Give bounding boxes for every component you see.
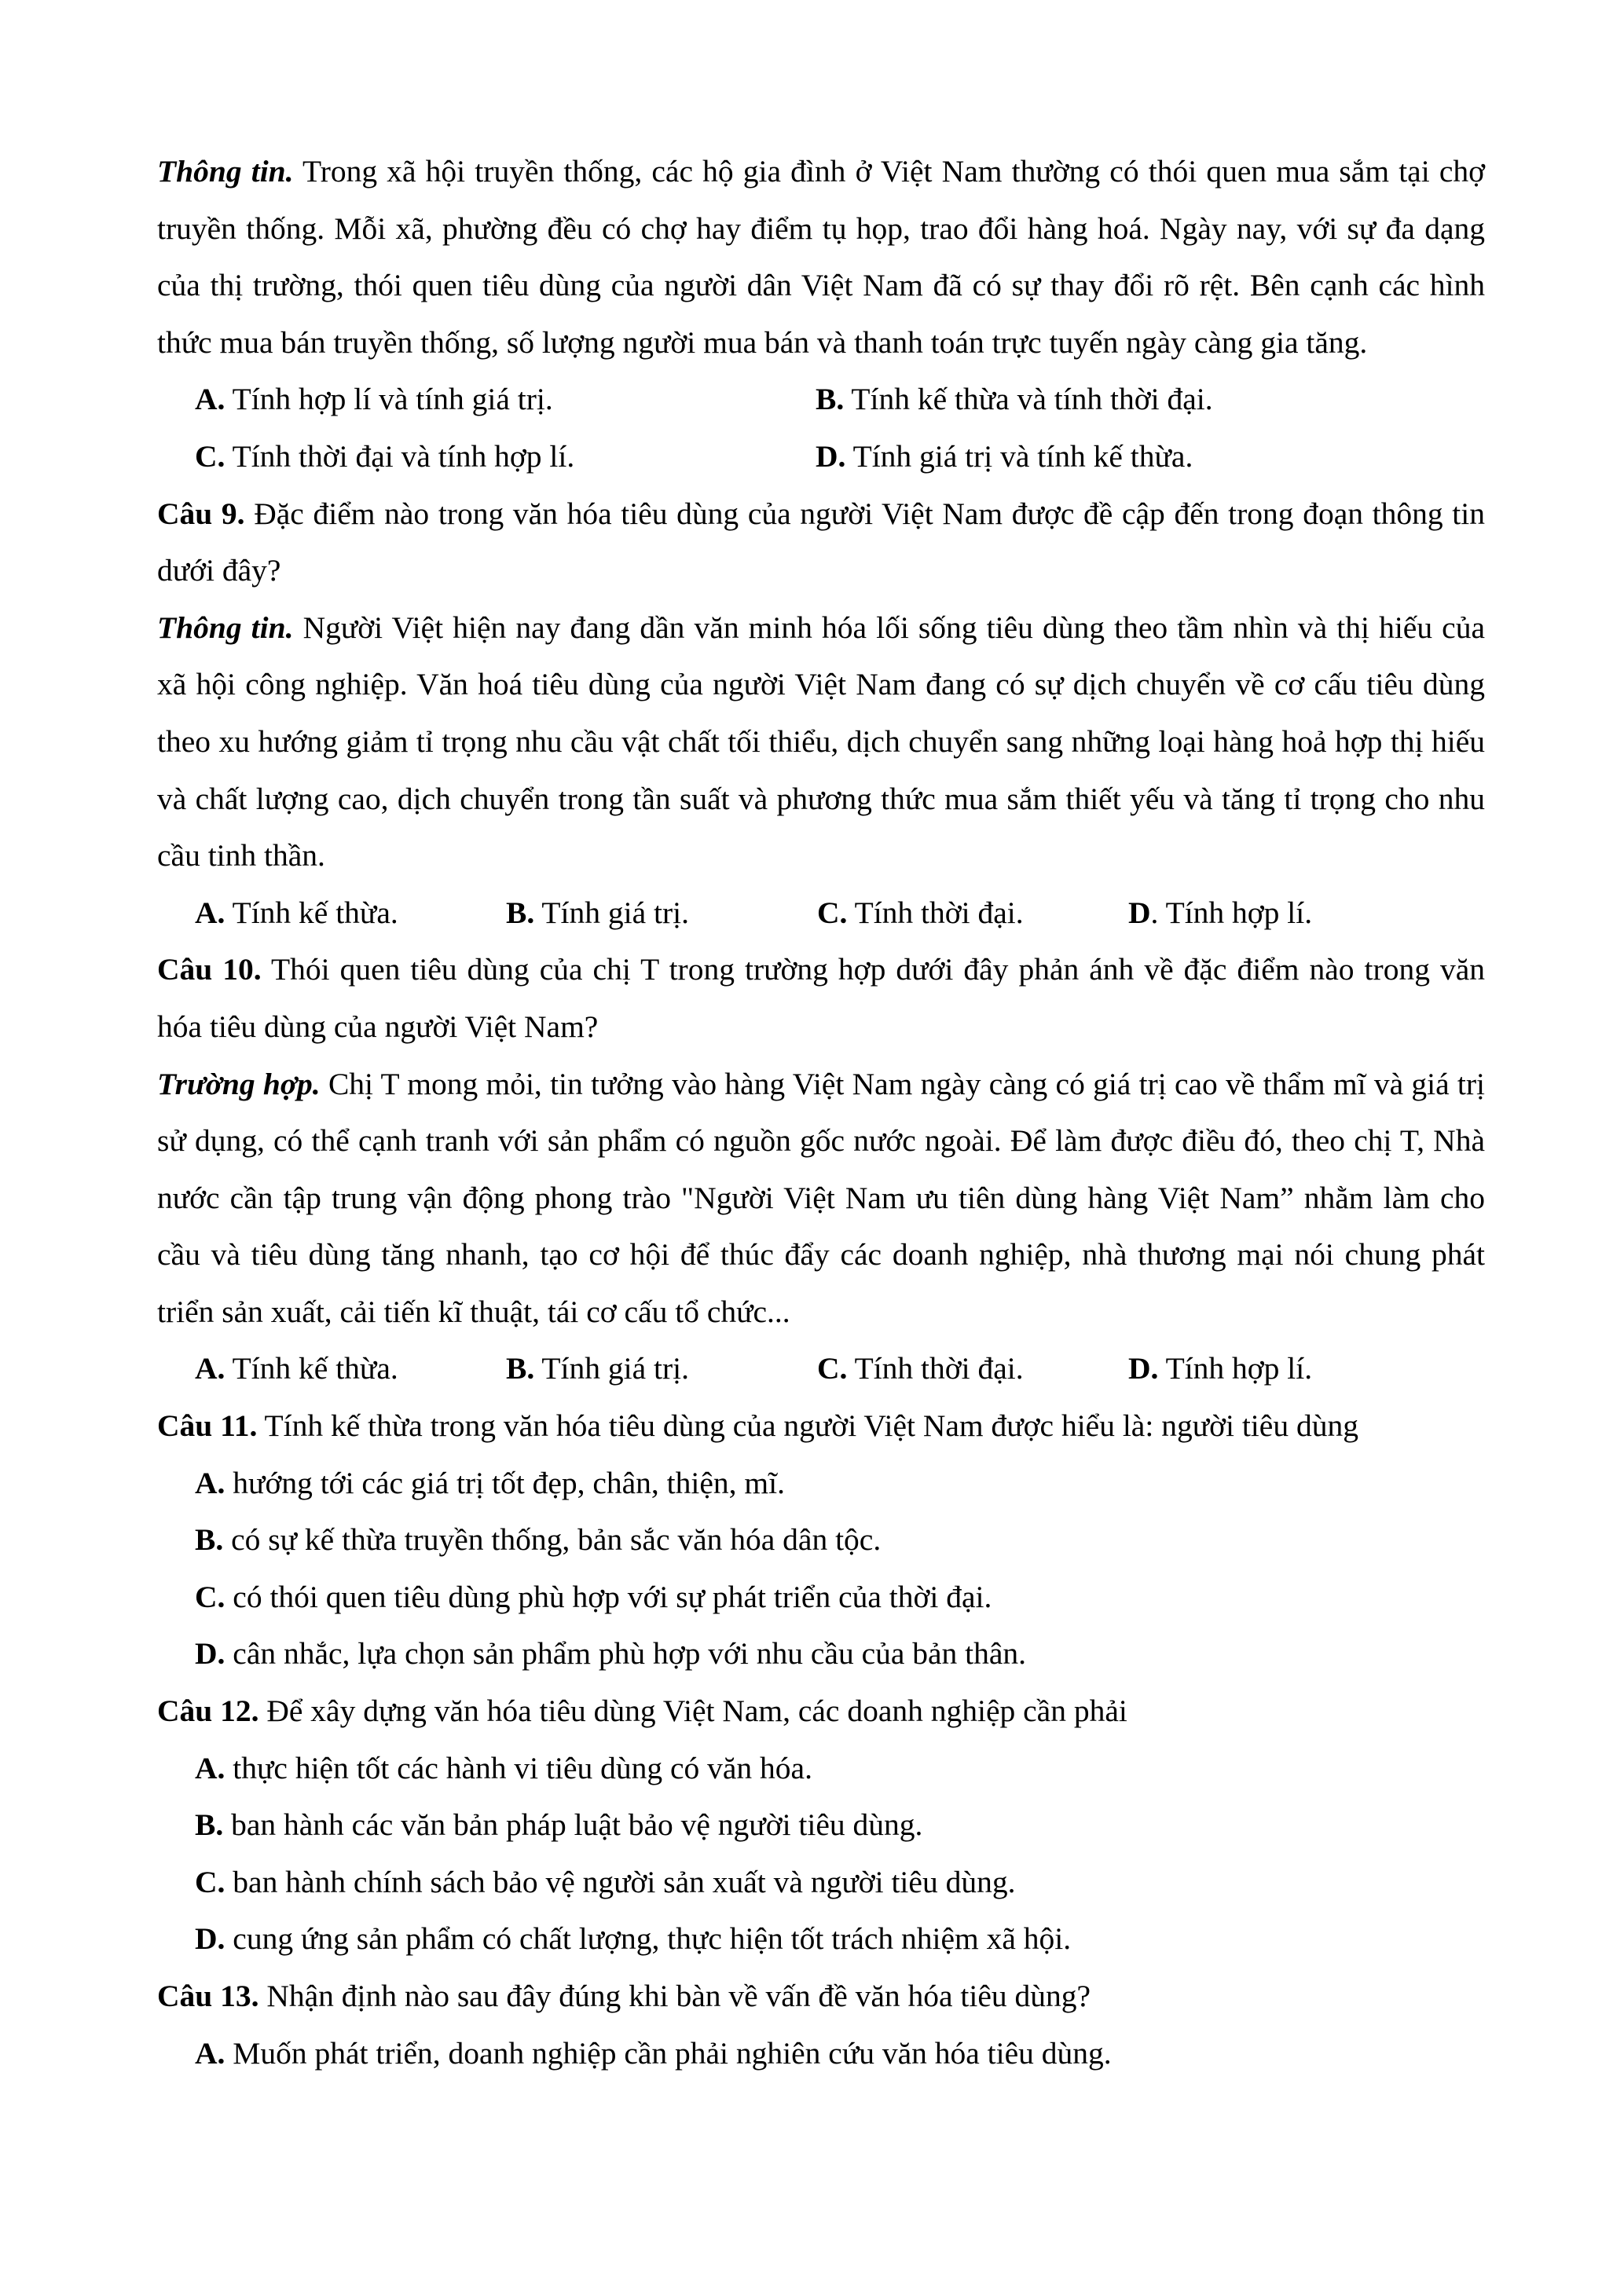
option-letter: A. [195,1465,225,1500]
option-c [157,1569,1485,1626]
option-b [157,1796,1485,1854]
option-a [195,371,816,428]
option-text: có sự kế thừa truyền thống, bản sắc văn hóa dân tộc. [223,1522,882,1558]
option-letter: B. [506,1351,535,1386]
option-text: cân nhắc, lựa chọn sản phẩm phù hợp với nhu cầu của bản thân. [225,1636,1027,1672]
option-a [157,1740,1485,1797]
question-number: Câu 10. [157,952,262,987]
option-letter: C. [817,895,848,930]
info-paragraph [157,599,1485,884]
option-text: Tính thời đại. [847,895,1024,930]
info-paragraph [157,143,1485,371]
option-c [195,428,816,485]
option-text: ban hành các văn bản pháp luật bảo vệ người tiêu dùng. [223,1807,923,1843]
option-c [157,1854,1485,1911]
option-letter: B. [506,895,535,930]
option-b [816,371,1436,428]
option-text: Tính giá trị. [534,895,689,930]
option-a [195,884,506,942]
question-text: Đặc điểm nào trong văn hóa tiêu dùng của người Việt Nam được đề cập đến trong đoạn thông tin dưới đây? [157,496,1485,588]
question-12 [157,1683,1485,1740]
case-text: Chị T mong mỏi, tin tưởng vào hàng Việt Nam ngày càng có giá trị cao về thẩm mĩ và giá trị sử dụng, có thể cạnh tranh với sản phẩm có nguồn gốc nước ngoài. Để làm được điều đó, theo chị T, Nhà nước cần tập trung vận động phong trào "Người Việt Nam ưu tiên dùng hàng Việt Nam” nhằm làm cho cầu và tiêu dùng tăng nhanh, tạo cơ hội để thúc đẩy các doanh nghiệp, nhà thương mại nói chung phát triển sản xuất, cải tiến kĩ thuật, tái cơ cấu tổ chức... [157,1066,1485,1329]
option-text: Tính thời đại. [847,1351,1024,1386]
option-letter: B. [195,1807,224,1843]
option-text: Tính thời đại và tính hợp lí. [225,438,575,474]
option-c [817,1340,1128,1397]
option-letter: C. [195,1579,225,1614]
option-text: Tính hợp lí. [1158,1351,1313,1386]
option-text: Tính kế thừa và tính thời đại. [844,382,1213,417]
question-number: Câu 9. [157,496,245,531]
option-letter: A. [195,1351,225,1386]
option-text: . Tính hợp lí. [1150,895,1313,930]
option-text: ban hành chính sách bảo vệ người sản xuất và người tiêu dùng. [225,1864,1016,1899]
option-b [506,884,817,942]
question-text: Để xây dựng văn hóa tiêu dùng Việt Nam, các doanh nghiệp cần phải [258,1694,1127,1729]
option-letter: D. [195,1921,225,1957]
options-row [157,884,1485,942]
option-a [195,1340,506,1397]
option-a [157,1455,1485,1512]
option-d [157,1910,1485,1968]
option-b [157,1511,1485,1569]
option-letter: A. [195,1750,225,1785]
option-text: cung ứng sản phẩm có chất lượng, thực hiện tốt trách nhiệm xã hội. [225,1921,1072,1957]
option-letter: B. [195,1522,224,1558]
option-d [1128,884,1439,942]
info-text: Người Việt hiện nay đang dần văn minh hóa lối sống tiêu dùng theo tầm nhìn và thị hiếu của xã hội công nghiệp. Văn hoá tiêu dùng của người Việt Nam đang có sự dịch chuyển về cơ cấu tiêu dùng theo xu hướng giảm tỉ trọng nhu cầu vật chất tối thiểu, dịch chuyển sang những loại hàng hoả hợp thị hiếu và chất lượng cao, dịch chuyển trong tần suất và phương thức mua sắm thiết yếu và tăng tỉ trọng cho nhu cầu tinh thần. [157,610,1485,873]
option-letter: A. [195,2035,225,2071]
option-letter: B. [816,382,845,417]
option-d [157,1625,1485,1683]
question-10 [157,941,1485,1055]
case-paragraph [157,1056,1485,1341]
option-letter: C. [817,1351,848,1386]
option-letter: A. [195,382,225,417]
info-text: Trong xã hội truyền thống, các hộ gia đình ở Việt Nam thường có thói quen mua sắm tại chợ truyền thống. Mỗi xã, phường đều có chợ hay điểm tụ họp, trao đổi hàng hoá. Ngày nay, với sự đa dạng của thị trường, thói quen tiêu dùng của người dân Việt Nam đã có sự thay đổi rõ rệt. Bên cạnh các hình thức mua bán truyền thống, số lượng người mua bán và thanh toán trực tuyến ngày càng gia tăng. [157,154,1485,360]
option-text: thực hiện tốt các hành vi tiêu dùng có văn hóa. [225,1750,812,1785]
option-letter: D. [816,438,846,474]
question-11 [157,1397,1485,1455]
option-letter: D. [1128,1351,1159,1386]
option-text: Tính kế thừa. [225,895,398,930]
option-c [817,884,1128,942]
option-text: Tính kế thừa. [225,1351,398,1386]
option-d [816,428,1436,485]
option-text: Tính hợp lí và tính giá trị. [225,382,553,417]
option-letter: C. [195,438,225,474]
option-text: Tính giá trị. [534,1351,689,1386]
question-text: Thói quen tiêu dùng của chị T trong trường hợp dưới đây phản ánh về đặc điểm nào trong văn hóa tiêu dùng của người Việt Nam? [157,952,1486,1044]
question-number: Câu 11. [157,1408,258,1444]
option-text: hướng tới các giá trị tốt đẹp, chân, thiện, mĩ. [225,1465,785,1500]
option-letter: C. [195,1864,225,1899]
options-row [157,428,1485,485]
option-a [157,2025,1485,2082]
document-page [157,143,1485,2082]
option-d [1128,1340,1439,1397]
options-row [157,371,1485,428]
option-letter: D. [195,1636,225,1672]
question-text: Nhận định nào sau đây đúng khi bàn về vấn đề văn hóa tiêu dùng? [258,1979,1091,2013]
question-text: Tính kế thừa trong văn hóa tiêu dùng của người Việt Nam được hiểu là: người tiêu dùng [257,1408,1358,1444]
question-number: Câu 12. [157,1694,259,1729]
option-letter: A. [195,895,225,930]
case-label: Trường hợp. [157,1066,321,1101]
option-b [506,1340,817,1397]
option-text: có thói quen tiêu dùng phù hợp với sự phát triển của thời đại. [225,1579,992,1614]
question-number: Câu 13. [157,1979,259,2013]
info-label: Thông tin. [157,154,294,189]
question-9 [157,485,1485,599]
option-text: Tính giá trị và tính kế thừa. [845,438,1193,474]
options-row [157,1340,1485,1397]
question-13 [157,1968,1485,2025]
info-label: Thông tin. [157,610,294,645]
option-letter: D [1128,895,1151,930]
option-text: Muốn phát triển, doanh nghiệp cần phải nghiên cứu văn hóa tiêu dùng. [225,2035,1112,2071]
